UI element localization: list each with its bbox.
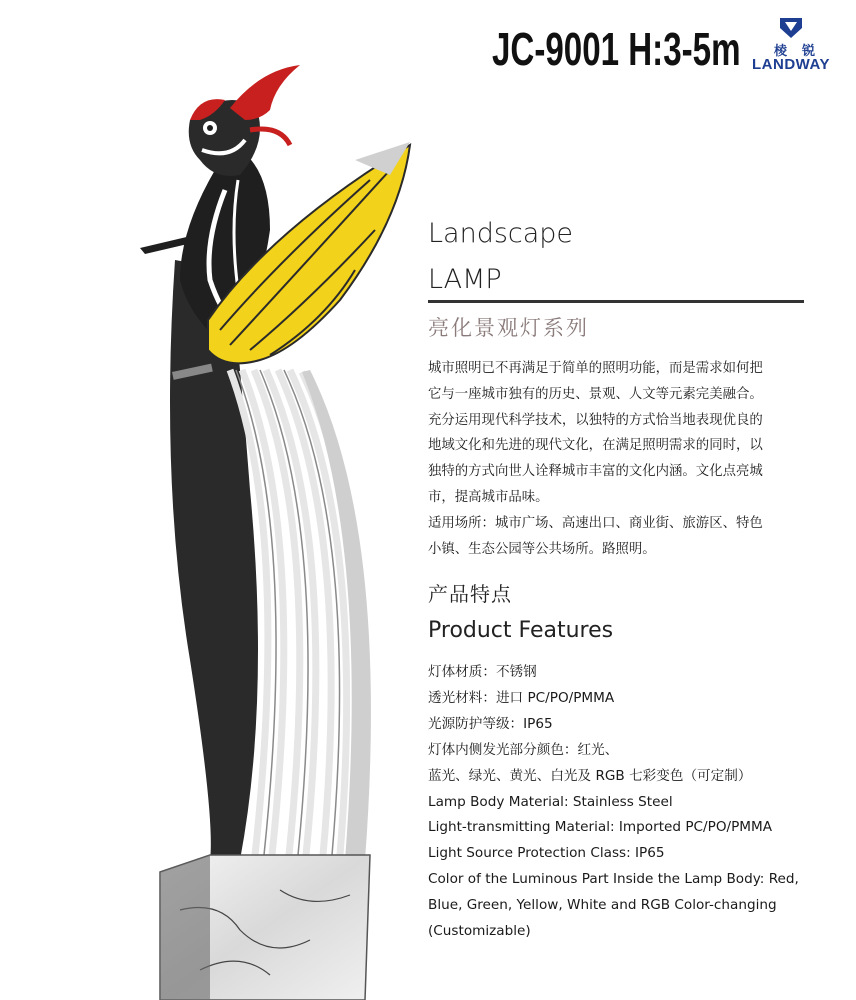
feature-line: 灯体材质：不锈钢	[428, 664, 537, 680]
model-title: JC-9001 H:3-5m	[492, 23, 741, 75]
title-landscape: Landscape	[428, 218, 574, 249]
description-line: 市，提高城市品味。	[428, 489, 549, 505]
title-divider	[428, 300, 804, 303]
description-line: 城市照明已不再满足于简单的照明功能，而是需求如何把	[428, 361, 763, 376]
brand-logo	[752, 16, 842, 76]
feature-line: Lamp Body Material: Stainless Steel	[428, 793, 673, 810]
feature-line: 光源防护等级：IP65	[428, 715, 553, 732]
subtitle-cn: 亮化景观灯系列	[428, 316, 589, 340]
description-line: 独特的方式向世人诠释城市丰富的文化内涵。文化点亮城	[428, 464, 763, 480]
feature-line: Blue, Green, Yellow, White and RGB Color-changing	[428, 897, 777, 914]
feature-line: 蓝光、绿光、黄光、白光及 RGB 七彩变色（可定制）	[428, 767, 752, 784]
description-line: 它与一座城市独有的历史、景观、人文等元素完美融合。	[428, 386, 763, 402]
description-line: 小镇、生态公园等公共场所。路照明。	[428, 541, 656, 557]
logo-cn-char-1: 棱	[774, 44, 788, 59]
phoenix-crest-icon	[230, 65, 300, 120]
phoenix-lamp-illustration	[120, 60, 440, 1000]
feature-line: 透光材料：进口 PC/PO/PMMA	[428, 689, 615, 706]
description-line: 地域文化和先进的现代文化，在满足照明需求的同时，以	[428, 438, 763, 454]
description-line: 充分运用现代科学技术，以独特的方式恰当地表现优良的	[428, 412, 763, 428]
description-line: 适用场所：城市广场、高速出口、商业街、旅游区、特色	[428, 515, 763, 531]
features-heading-cn: 产品特点	[428, 582, 512, 606]
feature-line: 灯体内侧发光部分颜色：红光、	[428, 741, 619, 758]
features-list	[428, 660, 848, 945]
title-lamp: LAMP	[428, 264, 502, 295]
features-heading-en: Product Features	[428, 618, 614, 643]
feature-line: Color of the Luminous Part Inside the Lamp Body: Red,	[428, 871, 799, 888]
feature-line: Light-transmitting Material: Imported PC/PO/PMMA	[428, 819, 773, 836]
logo-wordmark: LANDWAY	[752, 56, 830, 73]
logo-emblem-icon	[752, 16, 842, 40]
logo-cn-char-2: 锐	[802, 44, 816, 59]
feature-line: (Customizable)	[428, 923, 531, 940]
description	[428, 356, 828, 562]
feature-line: Light Source Protection Class: IP65	[428, 845, 665, 862]
